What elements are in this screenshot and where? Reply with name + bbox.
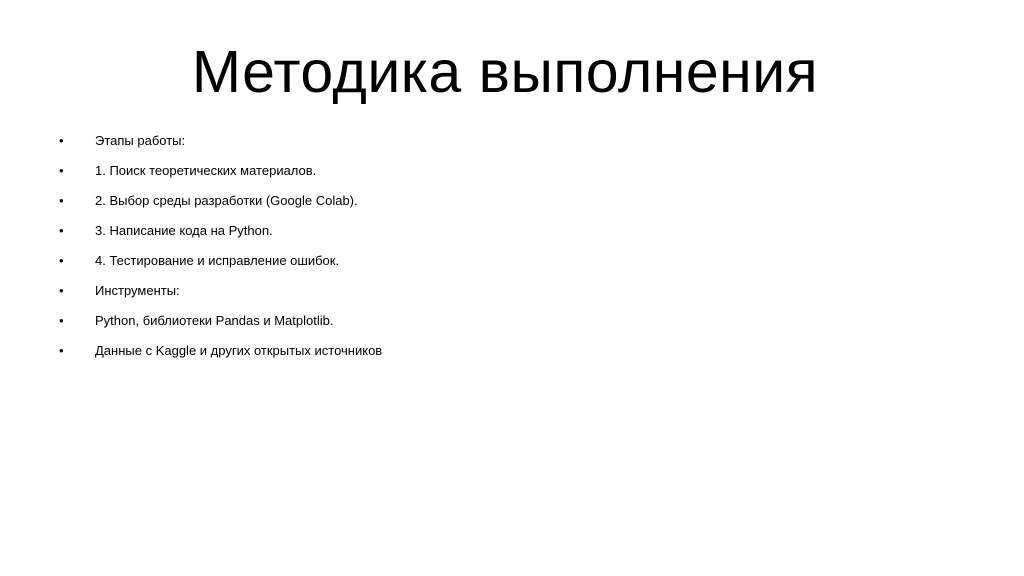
bullet-item-stage-4 — [0, 251, 1024, 281]
bullet-text: Данные с Kaggle и других открытых источников — [95, 343, 383, 358]
bullet-item-stages-heading — [0, 131, 1024, 161]
bullet-item-stage-1 — [0, 161, 1024, 191]
bullet-text: 2. Выбор среды разработки (Google Colab). — [95, 193, 358, 208]
bullet-icon: • — [59, 133, 64, 148]
bullet-text: Этапы работы: — [95, 133, 186, 148]
bullet-text: 1. Поиск теоретических материалов. — [95, 163, 317, 178]
bullet-icon: • — [59, 313, 64, 328]
bullet-item-tools-data — [0, 341, 1024, 371]
bullet-text: 3. Написание кода на Python. — [95, 223, 273, 238]
bullet-icon: • — [59, 253, 64, 268]
bullet-item-tools-heading — [0, 281, 1024, 311]
bullet-text: Python, библиотеки Pandas и Matplotlib. — [95, 313, 334, 328]
bullet-list — [0, 131, 1024, 371]
bullet-item-tools-libraries — [0, 311, 1024, 341]
bullet-item-stage-2 — [0, 191, 1024, 221]
bullet-icon: • — [59, 223, 64, 238]
bullet-text: 4. Тестирование и исправление ошибок. — [95, 253, 340, 268]
bullet-item-stage-3 — [0, 221, 1024, 251]
bullet-icon: • — [59, 193, 64, 208]
bullet-icon: • — [59, 343, 64, 358]
bullet-icon: • — [59, 283, 64, 298]
slide-title: Методика выполнения — [191, 39, 819, 105]
bullet-text: Инструменты: — [95, 283, 180, 298]
bullet-icon: • — [59, 163, 64, 178]
